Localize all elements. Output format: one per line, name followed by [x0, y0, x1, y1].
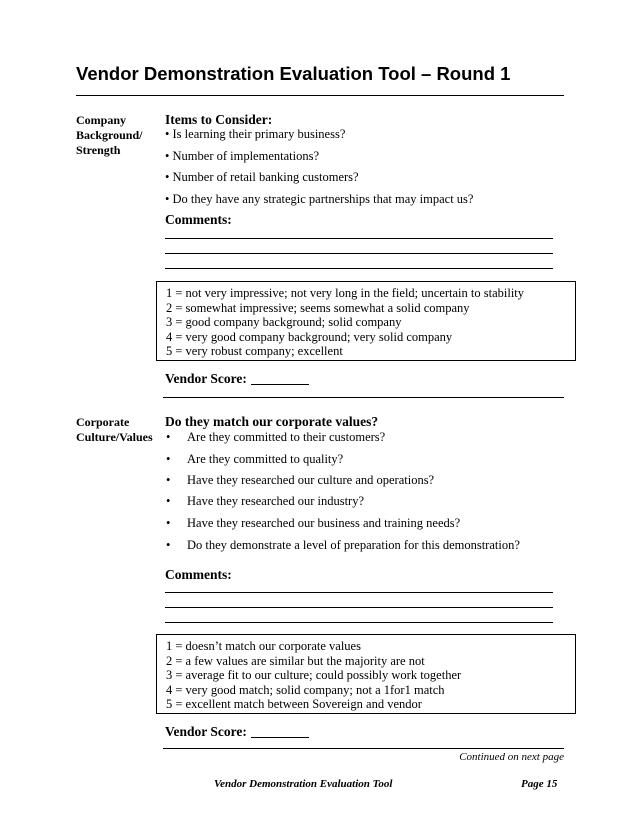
rating-scale-box [156, 281, 576, 361]
list-item: Have they researched our culture and operations? [187, 473, 435, 487]
bullet-icon: • [166, 538, 171, 552]
title-rule [76, 95, 564, 96]
section-rule [163, 748, 564, 749]
comments-label: Comments: [165, 567, 232, 582]
list-item: Have they researched our business and training needs? [187, 516, 461, 530]
comments-label: Comments: [165, 212, 232, 227]
bullet-icon: • [165, 170, 170, 184]
rating-scale-item: 4 = very good company background; very solid company [166, 329, 453, 344]
section-label-culture: Corporate Culture/Values [76, 415, 153, 444]
rating-scale-item: 4 = very good match; solid company; not a 1for1 match [166, 682, 445, 697]
rating-scale-item: 2 = somewhat impressive; seems somewhat a solid company [166, 300, 470, 315]
list-item: Are they committed to quality? [187, 452, 344, 466]
bullet-icon: • [166, 494, 171, 508]
rating-scale-item: 1 = doesn’t match our corporate values [166, 639, 361, 653]
bullet-icon: • [166, 473, 171, 487]
continued-note: Continued on next page [459, 751, 564, 763]
rating-scale-box [156, 634, 576, 714]
footer-title: Vendor Demonstration Evaluation Tool [214, 778, 393, 790]
list-item [165, 127, 345, 142]
vendor-score-field[interactable] [251, 737, 309, 738]
rating-scale-item: 2 = a few values are similar but the majority are not [166, 653, 425, 668]
list-item-text: Number of retail banking customers? [172, 170, 359, 184]
list-item-text: Number of implementations? [172, 149, 320, 163]
comment-line[interactable] [165, 607, 553, 608]
bullet-icon: • [166, 430, 171, 444]
comment-line[interactable] [165, 268, 553, 269]
list-item: Do they demonstrate a level of preparation for this demonstration? [187, 538, 520, 552]
section-rule [163, 397, 564, 398]
bullet-icon: • [165, 149, 170, 163]
list-item [165, 192, 473, 207]
bullet-icon: • [165, 192, 170, 206]
list-item: Are they committed to their customers? [187, 430, 386, 444]
comment-line[interactable] [165, 253, 553, 254]
section-label-company: Company Background/ Strength [76, 113, 143, 157]
rating-scale-item: 1 = not very impressive; not very long in the field; uncertain to stability [166, 286, 525, 300]
bullet-icon: • [166, 516, 171, 530]
list-item: Have they researched our industry? [187, 494, 365, 508]
section-heading-values: Do they match our corporate values? [165, 414, 379, 429]
list-item [165, 170, 359, 185]
rating-scale-item: 3 = average fit to our culture; could possibly work together [166, 668, 462, 683]
comment-line[interactable] [165, 592, 553, 593]
comment-line[interactable] [165, 238, 553, 239]
page-number: Page 15 [521, 778, 558, 790]
bullet-icon: • [166, 452, 171, 466]
vendor-score-label: Vendor Score: [165, 724, 247, 739]
rating-scale-item: 5 = excellent match between Sovereign and vendor [166, 697, 422, 712]
list-item-text: Do they have any strategic partnerships that may impact us? [172, 192, 474, 206]
page-title: Vendor Demonstration Evaluation Tool – Round 1 [76, 63, 511, 84]
rating-scale-item: 5 = very robust company; excellent [166, 344, 343, 359]
bullet-icon: • [165, 127, 170, 141]
vendor-score-label: Vendor Score: [165, 371, 247, 386]
vendor-score-field[interactable] [251, 384, 309, 385]
section-heading-items: Items to Consider: [165, 112, 273, 127]
list-item [165, 149, 319, 164]
rating-scale-item: 3 = good company background; solid company [166, 315, 402, 330]
list-item-text: Is learning their primary business? [172, 127, 346, 141]
comment-line[interactable] [165, 622, 553, 623]
